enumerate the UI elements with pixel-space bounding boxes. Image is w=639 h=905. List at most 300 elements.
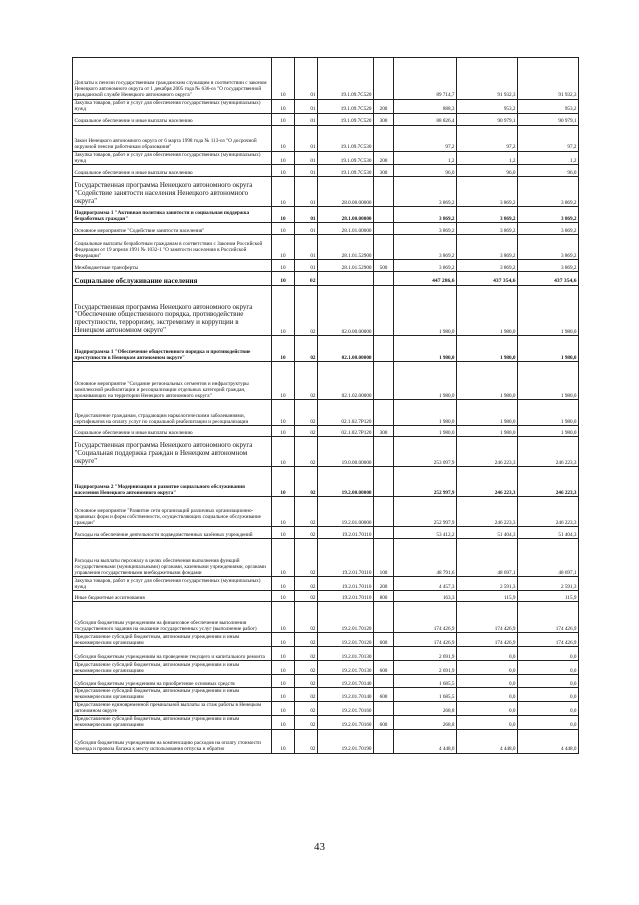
- row-expense-type: 500: [374, 260, 394, 272]
- row-expense-type: 200: [374, 577, 394, 591]
- row-section-code: 10: [272, 151, 295, 165]
- row-name: Предоставление субсидий бюджетным, автономным учреждениям и иным некоммерческим организациям: [73, 661, 272, 675]
- row-subsection-code: 02: [295, 688, 318, 702]
- table-row: [73, 539, 579, 577]
- row-amount-year3: 3 869,2: [518, 177, 579, 207]
- row-name: Иные бюджетные ассигнования: [73, 591, 272, 602]
- row-section-code: 10: [272, 577, 295, 591]
- table-row: [73, 633, 579, 647]
- row-amount-year2: 0,0: [457, 647, 518, 661]
- row-amount-year3: 1 980,0: [518, 336, 579, 362]
- row-section-code: 10: [272, 426, 295, 437]
- row-subsection-code: 02: [295, 716, 318, 730]
- row-target-article: 19.2.01.70110: [318, 539, 374, 577]
- row-amount-year3: 115,9: [518, 591, 579, 602]
- row-amount-year1: 4 448,0: [394, 730, 457, 754]
- row-amount-year1: 888,3: [394, 100, 457, 114]
- table-row: [73, 286, 579, 336]
- row-amount-year2: 115,9: [457, 591, 518, 602]
- row-expense-type: [374, 527, 394, 539]
- row-subsection-code: 01: [295, 260, 318, 272]
- row-subsection-code: 02: [295, 675, 318, 688]
- table-row: [73, 716, 579, 730]
- row-amount-year1: 174 426,9: [394, 633, 457, 647]
- table-row: [73, 100, 579, 114]
- row-subsection-code: 02: [295, 730, 318, 754]
- row-subsection-code: 01: [295, 177, 318, 207]
- row-target-article: 19.2.01.70190: [318, 730, 374, 754]
- row-expense-type: [374, 647, 394, 661]
- row-subsection-code: 02: [295, 661, 318, 675]
- row-section-code: 10: [272, 260, 295, 272]
- row-subsection-code: 02: [295, 437, 318, 467]
- budget-sheet: [72, 57, 578, 754]
- row-expense-type: [374, 702, 394, 716]
- row-section-code: 10: [272, 336, 295, 362]
- row-target-article: 19.2.01.70140: [318, 688, 374, 702]
- row-expense-type: [374, 730, 394, 754]
- row-amount-year3: 437 354,6: [518, 272, 579, 286]
- row-amount-year2: 174 426,9: [457, 633, 518, 647]
- row-amount-year3: 246 223,3: [518, 467, 579, 497]
- table-row: [73, 702, 579, 716]
- row-target-article: 19.1.09.7С520: [318, 100, 374, 114]
- table-row: [73, 177, 579, 207]
- row-amount-year2: 1 980,0: [457, 336, 518, 362]
- table-row: [73, 730, 579, 754]
- row-expense-type: [374, 467, 394, 497]
- row-name: Закупка товаров, работ и услуг для обеспечения государственных (муниципальных) нужд: [73, 100, 272, 114]
- row-name: Предоставление субсидий бюджетным, автономным учреждениям и иным некоммерческим организациям: [73, 716, 272, 730]
- row-target-article: 19.2.01.00000: [318, 497, 374, 527]
- row-subsection-code: 02: [295, 702, 318, 716]
- row-name: Социальное обеспечение и иные выплаты населению: [73, 426, 272, 437]
- row-amount-year3: 0,0: [518, 702, 579, 716]
- row-amount-year1: 1 980,0: [394, 362, 457, 400]
- row-target-article: 19.2.01.70140: [318, 675, 374, 688]
- row-name: Субсидии бюджетным учреждениям на приобретение основных средств: [73, 675, 272, 688]
- row-name: Предоставление единовременной премиальной выплаты за стаж работы в Ненецком автономном округе: [73, 702, 272, 716]
- row-amount-year3: 1 980,0: [518, 362, 579, 400]
- row-amount-year3: 90 979,1: [518, 113, 579, 125]
- row-amount-year2: 246 223,3: [457, 467, 518, 497]
- row-section-code: 10: [272, 125, 295, 151]
- row-amount-year3: 91 932,3: [518, 58, 579, 100]
- row-amount-year3: 1,2: [518, 151, 579, 165]
- row-section-code: 10: [272, 633, 295, 647]
- row-amount-year2: 0,0: [457, 675, 518, 688]
- row-section-code: 10: [272, 207, 295, 223]
- row-amount-year2: 97,2: [457, 125, 518, 151]
- row-target-article: 28.1.01.00000: [318, 223, 374, 235]
- row-name: Социальное обслуживание населения: [73, 272, 272, 286]
- row-target-article: 19.1.09.7С520: [318, 113, 374, 125]
- row-name: Основное мероприятие "Создание региональных сегментов и инфраструктуры комплексной реабилитации и ресоциализации отдельных категорий граждан, проживающих на территории Ненецкого автономного округа": [73, 362, 272, 400]
- row-expense-type: [374, 272, 394, 286]
- row-amount-year1: 1 980,0: [394, 286, 457, 336]
- row-name: Субсидии бюджетным учреждениям на проведение текущего и капитального ремонта: [73, 647, 272, 661]
- row-name: Подпрограмма 1 "Обеспечение общественного порядка и противодействие преступности в Ненецком автономном округе": [73, 336, 272, 362]
- row-target-article: 19.2.01.70120: [318, 633, 374, 647]
- row-target-article: 19.2.01.70110: [318, 527, 374, 539]
- row-name: Предоставление субсидий бюджетным, автономным учреждениям и иным некоммерческим организациям: [73, 688, 272, 702]
- table-row: [73, 661, 579, 675]
- row-target-article: 28.1.00.00000: [318, 207, 374, 223]
- row-section-code: 10: [272, 362, 295, 400]
- row-amount-year1: 268,8: [394, 702, 457, 716]
- row-amount-year3: 174 426,9: [518, 602, 579, 633]
- row-subsection-code: 02: [295, 602, 318, 633]
- row-amount-year1: 2 691,9: [394, 647, 457, 661]
- row-target-article: 02.0.00.00000: [318, 286, 374, 336]
- table-row: [73, 497, 579, 527]
- row-section-code: 10: [272, 177, 295, 207]
- row-amount-year1: 53 412,2: [394, 527, 457, 539]
- row-target-article: 28.1.01.52900: [318, 260, 374, 272]
- table-row: [73, 260, 579, 272]
- row-amount-year2: 1 980,0: [457, 400, 518, 426]
- row-name: Закон Ненецкого автономного округа от 6 марта 1998 года № 113-оз "О досрочной окружной пенсии работникам образования": [73, 125, 272, 151]
- table-row: [73, 591, 579, 602]
- row-target-article: 28.1.01.52900: [318, 235, 374, 260]
- row-subsection-code: 02: [295, 539, 318, 577]
- row-expense-type: [374, 336, 394, 362]
- row-section-code: 10: [272, 113, 295, 125]
- row-subsection-code: 01: [295, 223, 318, 235]
- row-section-code: 10: [272, 716, 295, 730]
- row-amount-year1: 2 691,9: [394, 661, 457, 675]
- table-row: [73, 272, 579, 286]
- row-amount-year2: 3 869,2: [457, 207, 518, 223]
- row-subsection-code: 02: [295, 591, 318, 602]
- row-expense-type: 600: [374, 688, 394, 702]
- row-section-code: 10: [272, 58, 295, 100]
- row-amount-year2: 4 448,0: [457, 730, 518, 754]
- row-section-code: 10: [272, 527, 295, 539]
- row-amount-year2: 1,2: [457, 151, 518, 165]
- row-amount-year3: 96,0: [518, 165, 579, 177]
- row-name: Субсидии бюджетным учреждениям на финансовое обеспечение выполнения государственного задания на оказание государственных услуг (выполнение работ): [73, 602, 272, 633]
- row-target-article: 19.2.01.70130: [318, 661, 374, 675]
- row-amount-year1: 48 791,6: [394, 539, 457, 577]
- row-name: Межбюджетные трансферты: [73, 260, 272, 272]
- row-amount-year2: 246 223,3: [457, 437, 518, 467]
- row-amount-year2: 96,0: [457, 165, 518, 177]
- row-section-code: 10: [272, 702, 295, 716]
- row-amount-year2: 0,0: [457, 716, 518, 730]
- row-target-article: 19.1.09.7С530: [318, 125, 374, 151]
- row-amount-year3: 1 980,0: [518, 400, 579, 426]
- row-name: Расходы на обеспечение деятельности подведомственных казённых учреждений: [73, 527, 272, 539]
- row-amount-year2: 0,0: [457, 661, 518, 675]
- row-amount-year3: 3 869,2: [518, 260, 579, 272]
- row-amount-year3: 1 980,0: [518, 426, 579, 437]
- table-row: [73, 113, 579, 125]
- row-target-article: 19.2.01.70110: [318, 591, 374, 602]
- row-amount-year3: 953,2: [518, 100, 579, 114]
- row-section-code: 10: [272, 223, 295, 235]
- row-amount-year1: 1 980,0: [394, 336, 457, 362]
- row-amount-year1: 1 685,5: [394, 675, 457, 688]
- row-amount-year2: 246 223,3: [457, 497, 518, 527]
- row-amount-year2: 91 932,3: [457, 58, 518, 100]
- row-amount-year3: 3 869,2: [518, 207, 579, 223]
- row-target-article: 19.1.09.7С520: [318, 58, 374, 100]
- row-subsection-code: 02: [295, 336, 318, 362]
- row-section-code: 10: [272, 286, 295, 336]
- row-amount-year1: 1 980,0: [394, 400, 457, 426]
- row-name: Социальные выплаты безработным гражданам в соответствии с Законом Российской Федерации от 19 апреля 1991 № 1032-1 "О занятости населения в Российской Федерации": [73, 235, 272, 260]
- row-amount-year1: 252 997,9: [394, 497, 457, 527]
- row-target-article: 02.1.00.00000: [318, 336, 374, 362]
- row-amount-year1: 163,3: [394, 591, 457, 602]
- table-body: [73, 58, 579, 754]
- row-name: Закупка товаров, работ и услуг для обеспечения государственных (муниципальных) нужд: [73, 577, 272, 591]
- row-expense-type: 300: [374, 113, 394, 125]
- row-amount-year3: 246 223,3: [518, 437, 579, 467]
- row-amount-year2: 0,0: [457, 702, 518, 716]
- row-subsection-code: 02: [295, 577, 318, 591]
- row-expense-type: [374, 58, 394, 100]
- page-number: 43: [314, 841, 325, 853]
- row-target-article: 19.2.01.70130: [318, 647, 374, 661]
- row-amount-year2: 953,2: [457, 100, 518, 114]
- row-amount-year3: 48 697,1: [518, 539, 579, 577]
- row-amount-year1: 88 826,4: [394, 113, 457, 125]
- row-subsection-code: 02: [295, 272, 318, 286]
- row-name: Социальное обеспечение и иные выплаты населению: [73, 165, 272, 177]
- row-amount-year3: 97,2: [518, 125, 579, 151]
- row-subsection-code: 01: [295, 151, 318, 165]
- row-name: Государственная программа Ненецкого автономного округа "Обеспечение общественного порядка, противодействие преступности, терроризму, экстремизму и коррупции в Ненецком автономном округе": [73, 286, 272, 336]
- row-name: Предоставление субсидий бюджетным, автономным учреждениям и иным некоммерческим организациям: [73, 633, 272, 647]
- row-amount-year2: 3 869,2: [457, 223, 518, 235]
- row-target-article: 19.1.09.7С530: [318, 151, 374, 165]
- row-amount-year2: 0,0: [457, 688, 518, 702]
- row-amount-year1: 268,8: [394, 716, 457, 730]
- row-amount-year2: 3 869,2: [457, 235, 518, 260]
- table-row: [73, 400, 579, 426]
- row-name: Закупка товаров, работ и услуг для обеспечения государственных (муниципальных) нужд: [73, 151, 272, 165]
- table-row: [73, 58, 579, 100]
- row-expense-type: 200: [374, 151, 394, 165]
- row-amount-year2: 1 980,0: [457, 362, 518, 400]
- row-subsection-code: 01: [295, 165, 318, 177]
- row-expense-type: 300: [374, 165, 394, 177]
- row-section-code: 10: [272, 602, 295, 633]
- row-name: Субсидии бюджетным учреждениям на компенсацию расходов на оплату стоимости проезда и провоза багажа к месту использования отпуска и обратно: [73, 730, 272, 754]
- row-section-code: 10: [272, 730, 295, 754]
- row-subsection-code: 01: [295, 125, 318, 151]
- row-amount-year1: 252 997,9: [394, 467, 457, 497]
- row-name: Расходы на выплаты персоналу в целях обеспечения выполнения функций государственными (муниципальными) органами, казенными учреждениями, органами управления государственными внебюджетными фондами: [73, 539, 272, 577]
- row-name: Основное мероприятие "Развитие сети организаций различных организационно-правовых форм и форм собственности, осуществляющих социальное обслуживание граждан": [73, 497, 272, 527]
- row-amount-year2: 174 426,9: [457, 602, 518, 633]
- table-row: [73, 602, 579, 633]
- row-amount-year1: 3 869,2: [394, 235, 457, 260]
- row-expense-type: [374, 400, 394, 426]
- table-row: [73, 467, 579, 497]
- row-amount-year3: 3 869,2: [518, 235, 579, 260]
- row-amount-year2: 1 980,0: [457, 426, 518, 437]
- row-amount-year2: 3 869,2: [457, 260, 518, 272]
- row-expense-type: 600: [374, 661, 394, 675]
- row-subsection-code: 01: [295, 235, 318, 260]
- row-section-code: 10: [272, 100, 295, 114]
- row-section-code: 10: [272, 539, 295, 577]
- row-amount-year3: 0,0: [518, 688, 579, 702]
- row-amount-year3: 51 404,3: [518, 527, 579, 539]
- row-expense-type: [374, 207, 394, 223]
- table-row: [73, 647, 579, 661]
- table-row: [73, 527, 579, 539]
- row-target-article: [318, 272, 374, 286]
- row-expense-type: 600: [374, 633, 394, 647]
- budget-table: [72, 57, 579, 754]
- row-amount-year3: 4 448,0: [518, 730, 579, 754]
- row-amount-year2: 90 979,1: [457, 113, 518, 125]
- row-amount-year3: 3 869,2: [518, 223, 579, 235]
- row-section-code: 10: [272, 647, 295, 661]
- row-section-code: 10: [272, 272, 295, 286]
- row-subsection-code: 02: [295, 467, 318, 497]
- row-amount-year3: 2 591,3: [518, 577, 579, 591]
- row-target-article: 19.2.00.00000: [318, 467, 374, 497]
- row-amount-year1: 1,2: [394, 151, 457, 165]
- row-target-article: 28.0.00.00000: [318, 177, 374, 207]
- row-section-code: 10: [272, 165, 295, 177]
- table-row: [73, 688, 579, 702]
- row-amount-year1: 3 869,2: [394, 223, 457, 235]
- row-section-code: 10: [272, 661, 295, 675]
- row-amount-year1: 253 097,9: [394, 437, 457, 467]
- row-expense-type: 300: [374, 426, 394, 437]
- row-amount-year3: 0,0: [518, 675, 579, 688]
- row-subsection-code: 02: [295, 527, 318, 539]
- row-section-code: 10: [272, 467, 295, 497]
- row-name: Предоставление гражданам, страдающим наркологическими заболеваниями, сертификатов на оплату услуг по социальной реабилитации и ресоциализации: [73, 400, 272, 426]
- table-row: [73, 426, 579, 437]
- row-amount-year1: 1 685,5: [394, 688, 457, 702]
- row-name: Основное мероприятие "Содействие занятости населения": [73, 223, 272, 235]
- row-expense-type: [374, 223, 394, 235]
- row-target-article: 19.1.09.7С530: [318, 165, 374, 177]
- row-name: Государственная программа Ненецкого автономного округа "Содействие занятости населения Ненецкого автономного округа": [73, 177, 272, 207]
- row-subsection-code: 02: [295, 426, 318, 437]
- row-subsection-code: 02: [295, 633, 318, 647]
- table-row: [73, 151, 579, 165]
- table-row: [73, 223, 579, 235]
- row-amount-year1: 4 457,3: [394, 577, 457, 591]
- table-row: [73, 362, 579, 400]
- table-row: [73, 675, 579, 688]
- row-subsection-code: 02: [295, 647, 318, 661]
- row-name: Социальное обеспечение и иные выплаты населению: [73, 113, 272, 125]
- row-section-code: 10: [272, 591, 295, 602]
- row-subsection-code: 01: [295, 113, 318, 125]
- row-expense-type: 600: [374, 716, 394, 730]
- row-amount-year3: 1 980,0: [518, 286, 579, 336]
- row-amount-year1: 89 714,7: [394, 58, 457, 100]
- row-amount-year1: 3 869,2: [394, 260, 457, 272]
- table-row: [73, 165, 579, 177]
- row-amount-year1: 3 869,2: [394, 207, 457, 223]
- row-amount-year2: 2 591,3: [457, 577, 518, 591]
- row-name: Подпрограмма 2 "Модернизация и развитие социального обслуживания населения Ненецкого автономного округа": [73, 467, 272, 497]
- row-subsection-code: 01: [295, 58, 318, 100]
- row-amount-year1: 1 980,0: [394, 426, 457, 437]
- row-expense-type: [374, 125, 394, 151]
- row-name: Подпрограмма 1 "Активная политика занятости и социальная поддержка безработных граждан": [73, 207, 272, 223]
- row-amount-year3: 0,0: [518, 661, 579, 675]
- row-amount-year2: 48 697,1: [457, 539, 518, 577]
- row-target-article: 19.2.01.70160: [318, 716, 374, 730]
- row-subsection-code: 02: [295, 362, 318, 400]
- row-section-code: 10: [272, 675, 295, 688]
- row-section-code: 10: [272, 235, 295, 260]
- row-amount-year3: 0,0: [518, 716, 579, 730]
- row-amount-year1: 97,2: [394, 125, 457, 151]
- row-expense-type: [374, 675, 394, 688]
- row-target-article: 19.2.01.70120: [318, 602, 374, 633]
- row-subsection-code: 02: [295, 497, 318, 527]
- row-amount-year1: 3 869,2: [394, 177, 457, 207]
- row-expense-type: [374, 286, 394, 336]
- row-expense-type: [374, 437, 394, 467]
- table-row: [73, 577, 579, 591]
- row-expense-type: [374, 177, 394, 207]
- row-amount-year1: 174 426,9: [394, 602, 457, 633]
- row-expense-type: 800: [374, 591, 394, 602]
- row-subsection-code: 02: [295, 286, 318, 336]
- row-amount-year2: 3 869,2: [457, 177, 518, 207]
- row-expense-type: [374, 362, 394, 400]
- row-expense-type: [374, 602, 394, 633]
- row-target-article: 19.0.00.00000: [318, 437, 374, 467]
- row-section-code: 10: [272, 688, 295, 702]
- row-amount-year3: 174 426,9: [518, 633, 579, 647]
- row-expense-type: 100: [374, 539, 394, 577]
- row-amount-year3: 246 223,3: [518, 497, 579, 527]
- row-target-article: 02.1.02.7Р120: [318, 426, 374, 437]
- row-section-code: 10: [272, 437, 295, 467]
- row-target-article: 19.2.01.70160: [318, 702, 374, 716]
- row-subsection-code: 02: [295, 400, 318, 426]
- row-expense-type: [374, 497, 394, 527]
- row-name: Государственная программа Ненецкого автономного округа "Социальная поддержка граждан в Ненецком автономном округе": [73, 437, 272, 467]
- table-row: [73, 125, 579, 151]
- row-amount-year2: 51 404,3: [457, 527, 518, 539]
- row-target-article: 19.2.01.70110: [318, 577, 374, 591]
- row-subsection-code: 01: [295, 100, 318, 114]
- row-section-code: 10: [272, 497, 295, 527]
- row-amount-year1: 447 286,6: [394, 272, 457, 286]
- row-amount-year1: 96,0: [394, 165, 457, 177]
- table-row: [73, 336, 579, 362]
- row-subsection-code: 01: [295, 207, 318, 223]
- row-amount-year2: 1 980,0: [457, 286, 518, 336]
- row-amount-year3: 0,0: [518, 647, 579, 661]
- row-expense-type: [374, 235, 394, 260]
- row-target-article: 02.1.02.00000: [318, 362, 374, 400]
- table-row: [73, 235, 579, 260]
- row-target-article: 02.1.02.7Р120: [318, 400, 374, 426]
- row-amount-year2: 437 354,6: [457, 272, 518, 286]
- table-row: [73, 437, 579, 467]
- row-section-code: 10: [272, 400, 295, 426]
- table-row: [73, 207, 579, 223]
- row-name: Доплаты к пенсии государственным гражданским служащим в соответствии с законом Ненецкого автономного округа от 1 декабря 2005 года № 636-оз "О государственной гражданской службе Ненецкого автономного округа": [73, 58, 272, 100]
